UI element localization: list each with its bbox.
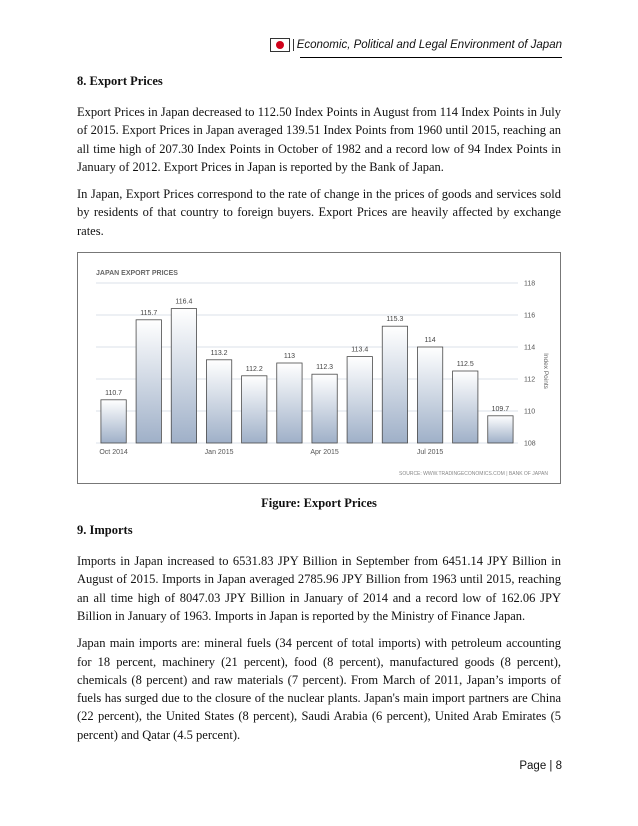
y-tick-label: 114 (524, 344, 536, 352)
bar (347, 357, 372, 443)
bar (277, 363, 302, 443)
bar-value-label: 113.4 (351, 346, 369, 354)
export-prices-paragraph-2: In Japan, Export Prices correspond to the rate of change in the prices of goods and services sold by residents of that country to foreign buyers. Export Prices are heavily affected by exchange rates. (77, 187, 561, 238)
bar-value-label: 110.7 (105, 389, 123, 397)
bar (136, 320, 161, 443)
chart-source: SOURCE: WWW.TRADINGECONOMICS.COM | BANK OF JAPAN (399, 471, 548, 478)
bar-value-label: 115.7 (140, 309, 158, 317)
bar (242, 376, 267, 443)
figure-caption: Figure: Export Prices (261, 496, 377, 511)
x-tick-label: Jul 2015 (416, 449, 444, 457)
bar-value-label: 114 (424, 337, 436, 345)
y-tick-label: 108 (524, 440, 536, 448)
header-rule (300, 57, 562, 58)
bar-value-label: 109.7 (491, 405, 510, 413)
page-content (77, 74, 561, 753)
bar-value-label: 115.3 (386, 316, 404, 324)
y-tick-label: 110 (524, 408, 536, 416)
imports-paragraph-2: Japan main imports are: mineral fuels (34 percent of total imports) with petroleum accounting for 18 percent, machinery (21 percent), food (8 percent), manufactured goods (8 percent), chemicals (8 percent) and raw materials (7 percent). From March of 2011, Japan’s imports of fuels has surged due to the closure of the nuclear plants. Japan's main import partners are China (22 percent), the United States (8 percent), Saudi Arabia (6 percent), United Arab Emirates (5 percent) and Qatar (4.5 percent). (77, 636, 561, 742)
page-header (270, 36, 562, 54)
bar-value-label: 112.5 (456, 361, 474, 369)
chart-title: JAPAN EXPORT PRICES (96, 270, 178, 278)
y-tick-label: 118 (524, 280, 536, 288)
bar (488, 416, 513, 443)
export-prices-chart (77, 252, 561, 484)
chart-ylabel: Index Points (542, 353, 549, 389)
x-tick-label: Apr 2015 (310, 449, 339, 457)
bar-value-label: 112.2 (245, 365, 263, 373)
bar-value-label: 112.3 (316, 364, 334, 372)
export-prices-paragraph-1: Export Prices in Japan decreased to 112.50 Index Points in August from 114 Index Points in July of 2015. Export Prices in Japan averaged 139.51 Index Points from 1960 until 2015, reaching an all time high of 207.30 Index Points in October of 1982 and a record low of 94 Index Points in January of 2012. Export Prices in Japan is reported by the Bank of Japan. (77, 105, 561, 174)
bar-value-label: 113.2 (210, 349, 228, 357)
chart-svg (78, 253, 560, 483)
y-tick-label: 112 (524, 376, 536, 384)
header-title: Economic, Political and Legal Environment of Japan (293, 39, 562, 51)
bar-value-label: 116.4 (175, 298, 193, 306)
bar (453, 371, 478, 443)
bar (171, 309, 196, 443)
section-heading-imports: 9. Imports (77, 523, 133, 538)
bar (101, 400, 126, 443)
bar (417, 347, 442, 443)
bar (312, 374, 337, 443)
bar (382, 326, 407, 443)
x-tick-label: Oct 2014 (99, 449, 128, 457)
x-tick-label: Jan 2015 (204, 449, 234, 457)
bar (206, 360, 231, 443)
bar-value-label: 113 (283, 353, 296, 361)
y-tick-label: 116 (524, 312, 536, 320)
imports-paragraph-1: Imports in Japan increased to 6531.83 JPY Billion in September from 6451.14 JPY Billion in August of 2015. Imports in Japan averaged 2785.96 JPY Billion from 1963 until 2015, reaching an all time high of 8047.03 JPY Billion in January of 2014 and a record low of 162.06 JPY Billion in January of 1963. Imports in Japan is reported by the Ministry of Finance Japan. (77, 554, 561, 623)
japan-flag-icon (270, 38, 290, 52)
page-number: Page | 8 (519, 760, 562, 772)
section-heading-export-prices: 8. Export Prices (77, 74, 163, 88)
